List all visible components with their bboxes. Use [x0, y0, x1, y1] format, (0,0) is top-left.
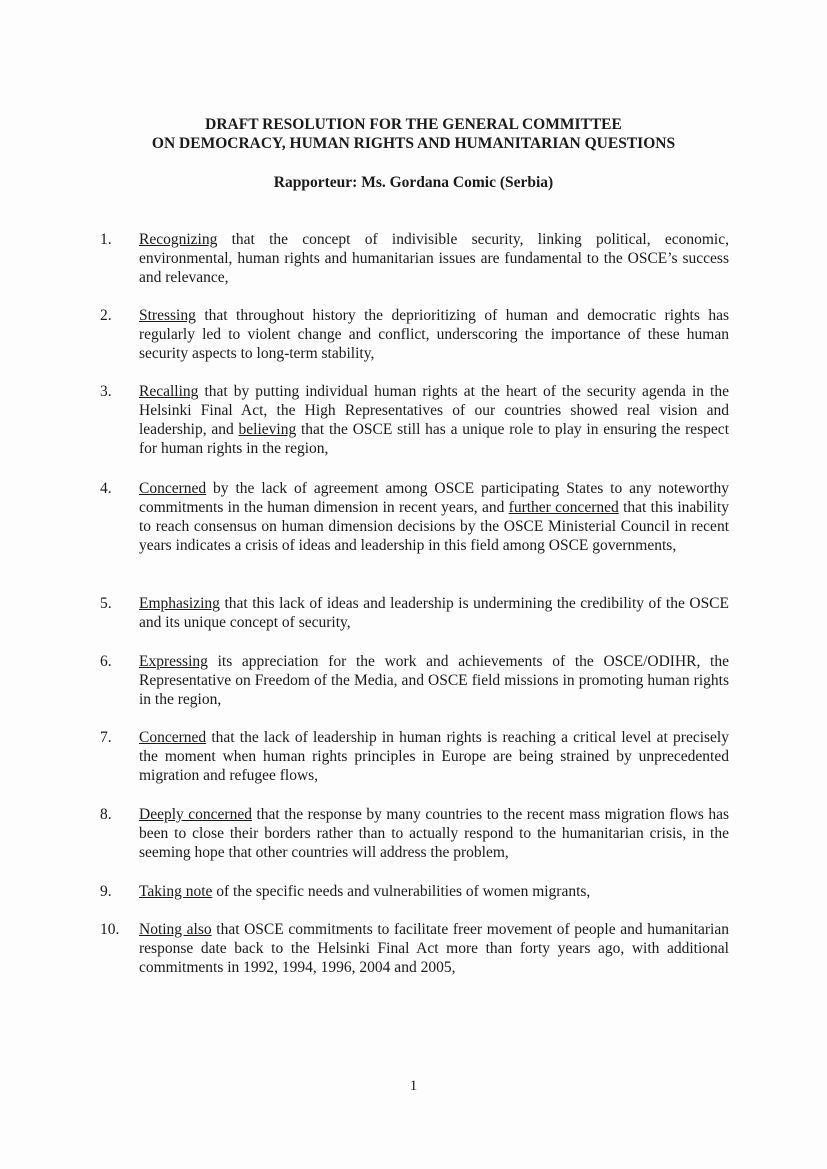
rapporteur-line: Rapporteur: Ms. Gordana Comic (Serbia)	[273, 174, 554, 191]
item-body: that throughout history the deprioritizing of human and democratic rights has regularly led to violent change and conflict, underscoring the importance of these human security aspects to long-term stability,	[139, 307, 729, 362]
item-number: 5.	[100, 595, 112, 612]
item-lead-verb: Recalling	[139, 383, 199, 400]
list-item	[100, 382, 730, 458]
item-lead-verb-secondary: further concerned	[508, 499, 619, 516]
list-item	[100, 805, 730, 862]
item-body: its appreciation for the work and achievements of the OSCE/ODIHR, the Representative on Freedom of the Media, and OSCE field missions in promoting human rights in the region,	[139, 653, 729, 708]
item-lead-verb: Recognizing	[139, 231, 218, 248]
item-number: 4.	[100, 480, 112, 497]
item-number: 8.	[100, 806, 112, 823]
item-text	[139, 594, 729, 632]
item-lead-verb: Concerned	[139, 480, 207, 497]
item-lead-verb-secondary: believing	[238, 421, 297, 438]
item-number: 10.	[100, 921, 120, 938]
list-item	[100, 920, 730, 977]
item-lead-verb: Taking note	[139, 883, 213, 900]
list-item	[100, 652, 730, 709]
item-body: that the response by many countries to the recent mass migration flows has been to close their borders rather than to actually respond to the humanitarian crisis, in the seeming hope that other countries will address the problem,	[139, 806, 729, 861]
item-number: 6.	[100, 653, 112, 670]
item-text	[139, 652, 729, 709]
item-body: by the lack of agreement among OSCE participating States to any noteworthy commitments in the human dimension in recent years, and	[139, 480, 729, 516]
item-number: 3.	[100, 383, 112, 400]
item-text	[139, 382, 729, 458]
item-lead-verb: Emphasizing	[139, 595, 220, 612]
item-number: 2.	[100, 307, 112, 324]
item-body: that the lack of leadership in human rights is reaching a critical level at precisely the moment when human rights principles in Europe are being strained by unprecedented migration and refugee flows,	[139, 729, 729, 784]
item-number: 1.	[100, 231, 112, 248]
page-number: 1	[409, 1078, 418, 1094]
item-text	[139, 230, 729, 287]
document-title-line-2: ON DEMOCRACY, HUMAN RIGHTS AND HUMANITARIAN QUESTIONS	[151, 135, 676, 152]
item-body: that the concept of indivisible security, linking political, economic, environmental, human rights and humanitarian issues are fundamental to the OSCE’s success and relevance,	[139, 231, 729, 286]
item-body-secondary: that this inability to reach consensus on human dimension decisions by the OSCE Ministerial Council in recent years indicates a crisis of ideas and leadership in this field among OSCE governments,	[139, 499, 729, 554]
item-body: that this lack of ideas and leadership is undermining the credibility of the OSCE and its unique concept of security,	[139, 595, 729, 631]
item-text	[139, 920, 729, 977]
item-body: that OSCE commitments to facilitate freer movement of people and humanitarian response date back to the Helsinki Final Act more than forty years ago, with additional commitments in 1992, 1994, 1996, 2004 and 2005,	[139, 921, 729, 976]
item-number: 7.	[100, 729, 112, 746]
list-item	[100, 882, 730, 901]
item-lead-verb: Deeply concerned	[139, 806, 252, 823]
item-lead-verb: Expressing	[139, 653, 208, 670]
item-body: that by putting individual human rights at the heart of the security agenda in the Helsinki Final Act, the High Representatives of our countries showed real vision and leadership, and	[139, 383, 729, 438]
list-item	[100, 230, 730, 287]
item-lead-verb: Concerned	[139, 729, 207, 746]
item-text	[139, 882, 729, 901]
list-item	[100, 479, 730, 555]
item-lead-verb: Noting also	[139, 921, 212, 938]
item-body: of the specific needs and vulnerabilities of women migrants,	[212, 883, 591, 900]
item-text	[139, 479, 729, 555]
item-text	[139, 306, 729, 363]
list-item	[100, 306, 730, 363]
item-number: 9.	[100, 883, 112, 900]
item-lead-verb: Stressing	[139, 307, 196, 324]
list-item	[100, 594, 730, 632]
item-text	[139, 805, 729, 862]
list-item	[100, 728, 730, 785]
item-text	[139, 728, 729, 785]
document-title-line-1: DRAFT RESOLUTION FOR THE GENERAL COMMITTEE	[205, 116, 622, 133]
item-body-secondary: that the OSCE still has a unique role to play in ensuring the respect for human rights in the region,	[139, 421, 729, 457]
